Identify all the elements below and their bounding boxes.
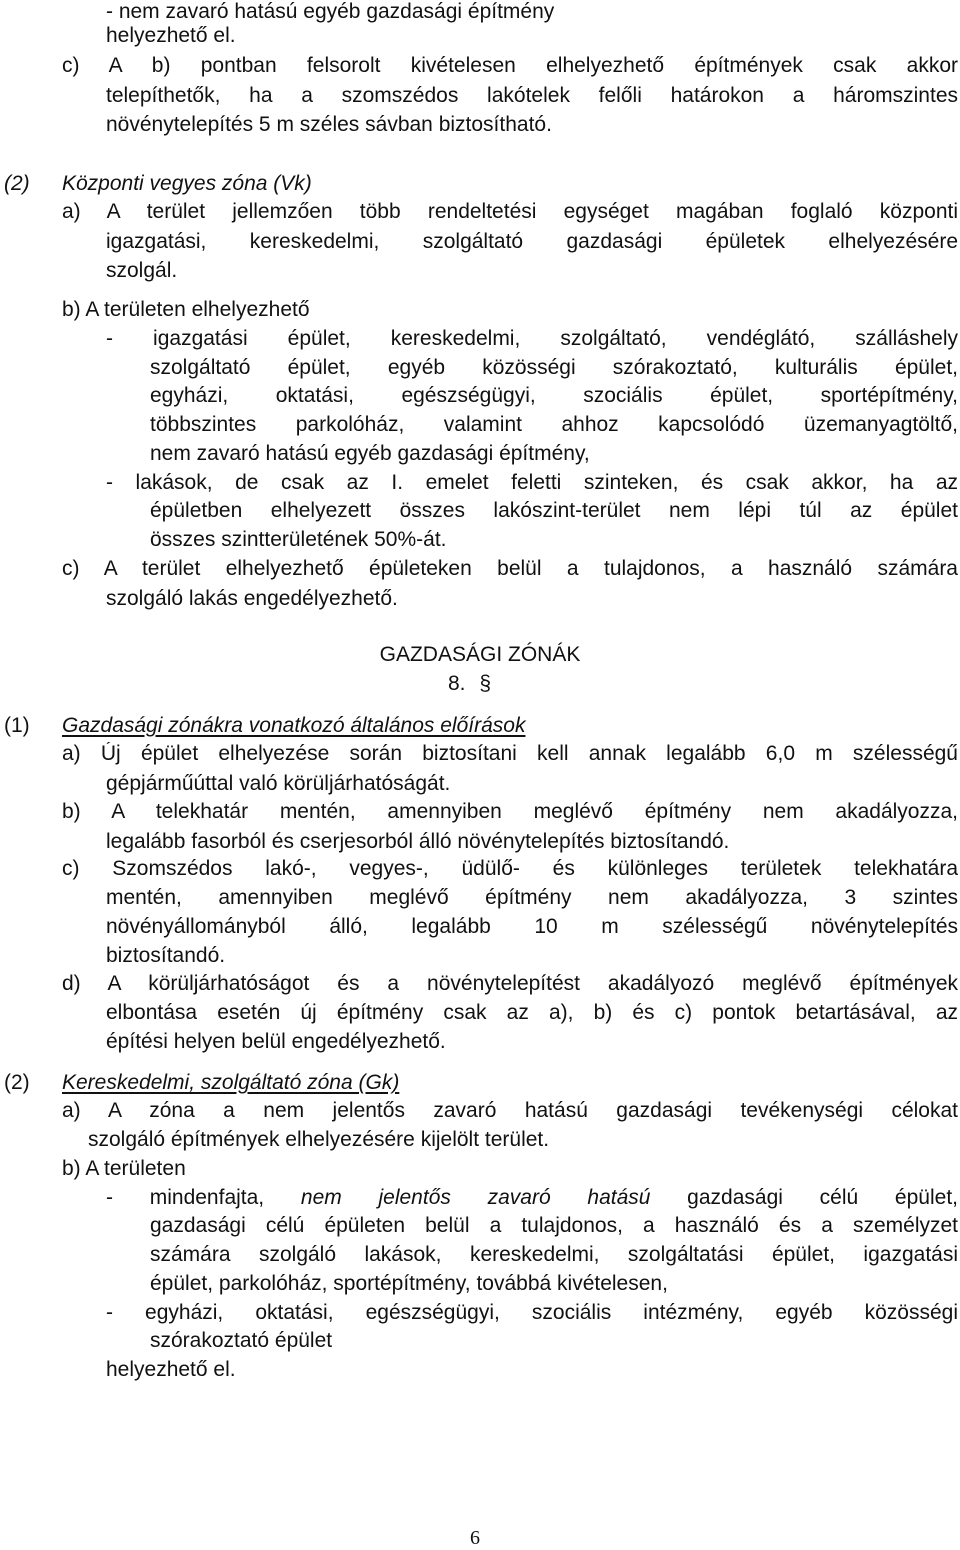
paragraph-line: mentén, amennyiben meglévő építmény nem akadályozza, 3 szintes [106, 886, 958, 909]
paragraph-line: nem zavaró hatású egyéb gazdasági építmény, [150, 442, 590, 465]
paragraph-line: c) A terület elhelyezhető épületeken belül a tulajdonos, a használó számára [62, 557, 958, 580]
dash-item [106, 1186, 958, 1210]
paragraph-line: gépjárműúttal való körüljárhatóságát. [106, 772, 451, 795]
paragraph-sign-icon: § [479, 672, 492, 695]
dash-item: - egyházi, oktatási, egészségügyi, szociális intézmény, egyéb közösségi [106, 1301, 958, 1324]
paragraph-line: szolgáló építmények elhelyezésére kijelölt terület. [88, 1128, 550, 1151]
paragraph-line: egyházi, oktatási, egészségügyi, szociális épület, sportépítmény, [150, 384, 958, 407]
paragraph-line: szolgál. [106, 259, 178, 282]
dash-item: - lakások, de csak az I. emelet feletti szinteken, és csak akkor, ha az [106, 471, 958, 494]
emphasis-text: nem jelentős zavaró hatású [300, 1186, 651, 1209]
dash-item: - igazgatási épület, kereskedelmi, szolgáltató, vendéglátó, szálláshely [106, 327, 958, 350]
paragraph-line: c) A b) pontban felsorolt kivételesen elhelyezhető építmények csak akkor [62, 54, 958, 77]
clause-heading: Gazdasági zónákra vonatkozó általános előírások [62, 714, 526, 737]
paragraph-line: b) A telekhatár mentén, amennyiben meglévő építmény nem akadályozza, [62, 800, 958, 823]
section-number [448, 672, 491, 696]
paragraph-line: helyezhető el. [106, 1358, 236, 1381]
paragraph-line: biztosítandó. [106, 944, 226, 967]
paragraph-line: a) Új épület elhelyezése során biztosítani kell annak legalább 6,0 m szélességű [62, 742, 958, 765]
paragraph-line: összes szintterületének 50%-át. [150, 528, 447, 551]
clause-number: (2) [4, 172, 30, 195]
paragraph-line: a) A terület jellemzően több rendeltetési egységet magában foglaló központi [62, 200, 958, 223]
paragraph-line: helyezhető el. [106, 24, 236, 47]
paragraph-line: szolgáló lakás engedélyezhető. [106, 587, 398, 610]
clause-heading: Központi vegyes zóna (Vk) [62, 172, 312, 195]
paragraph-line: b) A területen [62, 1157, 186, 1180]
paragraph-line: többszintes parkolóház, valamint ahhoz kapcsolódó üzemanyagtöltő, [150, 413, 958, 436]
paragraph-line: számára szolgáló lakások, kereskedelmi, szolgáltatási épület, igazgatási [150, 1243, 958, 1266]
section-title: GAZDASÁGI ZÓNÁK [379, 643, 581, 666]
paragraph-line: szórakoztató épület [150, 1329, 333, 1352]
page-number: 6 [470, 1527, 480, 1549]
paragraph-line: szolgáltató épület, egyéb közösségi szórakoztató, kulturális épület, [150, 356, 958, 379]
paragraph-line: d) A körüljárhatóságot és a növénytelepítést akadályozó meglévő építmények [62, 972, 958, 995]
dash-item-text: gazdasági célú épület, [650, 1186, 958, 1209]
paragraph-line: telepíthetők, ha a szomszédos lakótelek felőli határokon a háromszintes [106, 84, 958, 107]
paragraph-line: elbontása esetén új építmény csak az a), b) és c) pontok betartásával, az [106, 1001, 958, 1024]
paragraph-line: legalább fasorból és cserjesorból álló növénytelepítés biztosítandó. [106, 830, 730, 853]
clause-number: (2) [4, 1071, 30, 1094]
paragraph-line: a) A zóna a nem jelentős zavaró hatású gazdasági tevékenységi célokat [62, 1099, 958, 1122]
paragraph-line: b) A területen elhelyezhető [62, 298, 310, 321]
section-number-text: 8. [448, 672, 466, 695]
paragraph-line: növénytelepítés 5 m széles sávban biztosítható. [106, 113, 552, 136]
dash-item-text: - mindenfajta, [106, 1186, 301, 1209]
paragraph-line: építési helyen belül engedélyezhető. [106, 1030, 446, 1053]
dash-item: - nem zavaró hatású egyéb gazdasági építmény [106, 0, 555, 23]
clause-number: (1) [4, 714, 30, 737]
paragraph-line: igazgatási, kereskedelmi, szolgáltató gazdasági épületek elhelyezésére [106, 230, 958, 253]
paragraph-line: növényállományból álló, legalább 10 m szélességű növénytelepítés [106, 915, 958, 938]
paragraph-line: c) Szomszédos lakó-, vegyes-, üdülő- és különleges területek telekhatára [62, 857, 958, 880]
paragraph-line: gazdasági célú épületen belül a tulajdonos, a használó és a személyzet [150, 1214, 958, 1237]
clause-heading: Kereskedelmi, szolgáltató zóna (Gk) [62, 1071, 400, 1094]
paragraph-line: épület, parkolóház, sportépítmény, továbbá kivételesen, [150, 1272, 668, 1295]
paragraph-line: épületben elhelyezett összes lakószint-terület nem lépi túl az épület [150, 499, 958, 522]
